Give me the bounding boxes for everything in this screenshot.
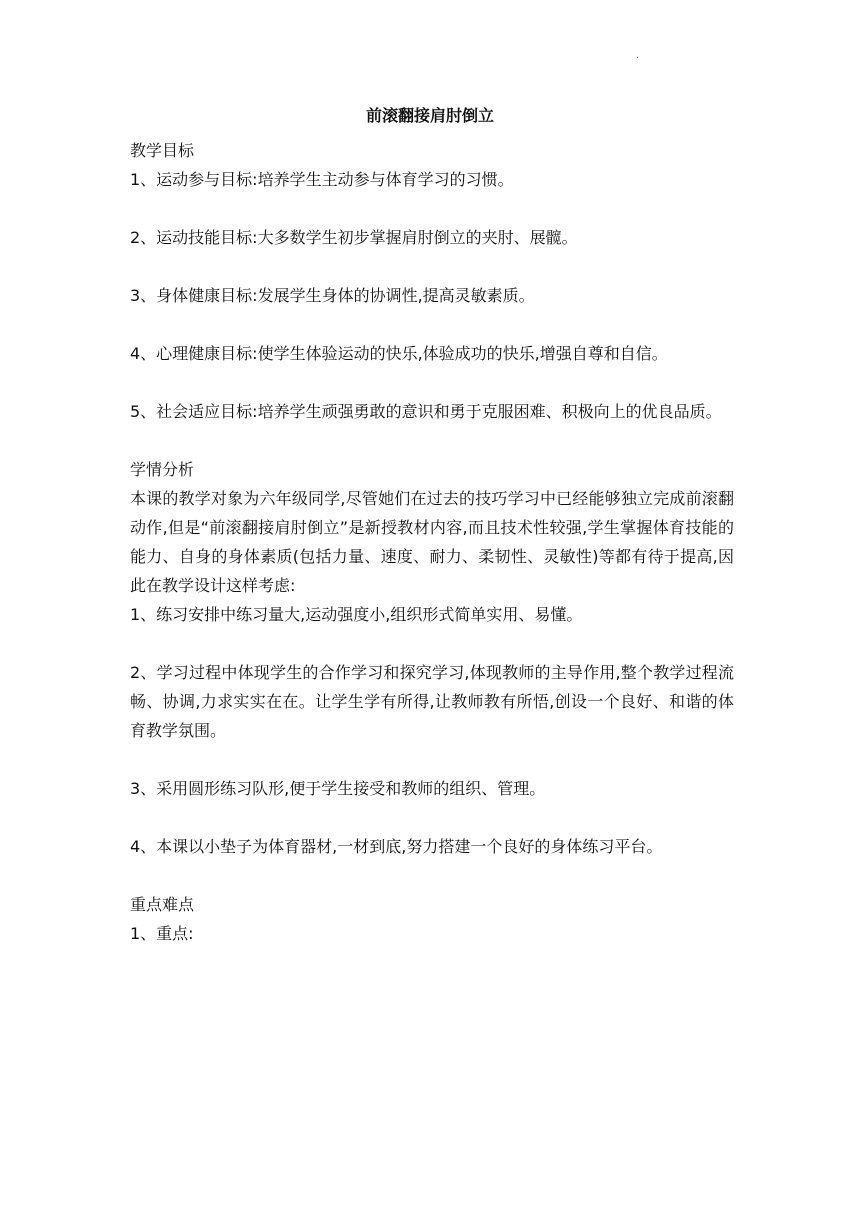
paragraph-spacer xyxy=(130,803,734,832)
goal-item-3: 3、身体健康目标:发展学生身体的协调性,提高灵敏素质。 xyxy=(130,286,535,305)
goal-item-4: 4、心理健康目标:使学生体验运动的快乐,体验成功的快乐,增强自尊和自信。 xyxy=(130,344,668,363)
section-heading-goals: 教学目标 xyxy=(130,141,195,160)
section-heading-key-points: 重点难点 xyxy=(130,895,195,914)
document-body xyxy=(130,136,734,948)
goal-item-2: 2、运动技能目标:大多数学生初步掌握肩肘倒立的夹肘、展髋。 xyxy=(130,228,578,247)
analysis-item-2: 2、学习过程中体现学生的合作学习和探究学习,体现教师的主导作用,整个教学过程流畅、协调,力求实实在在。让学生学有所得,让教师教有所悟,创设一个良好、和谐的体育教学氛围。 xyxy=(130,663,734,740)
paragraph-spacer xyxy=(130,861,734,890)
analysis-item-3: 3、采用圆形练习队形,便于学生接受和教师的组织、管理。 xyxy=(130,779,546,798)
section-heading-analysis: 学情分析 xyxy=(130,460,195,479)
analysis-intro: 本课的教学对象为六年级同学,尽管她们在过去的技巧学习中已经能够独立完成前滚翻动作,但是“前滚翻接肩肘倒立”是新授教材内容,而且技术性较强,学生掌握体育技能的能力、自身的身体素质(包括力量、速度、耐力、柔韧性、灵敏性)等都有待于提高,因此在教学设计这样考虑: xyxy=(130,489,734,595)
goal-item-5: 5、社会适应目标:培养学生顽强勇敢的意识和勇于克服困难、积极向上的优良品质。 xyxy=(130,402,722,421)
paragraph-spacer xyxy=(130,629,734,658)
analysis-item-1: 1、练习安排中练习量大,运动强度小,组织形式简单实用、易懂。 xyxy=(130,605,583,624)
paragraph-spacer xyxy=(130,745,734,774)
analysis-item-4: 4、本课以小垫子为体育器材,一材到底,努力搭建一个良好的身体练习平台。 xyxy=(130,837,663,856)
key-point-item-1: 1、重点: xyxy=(130,924,194,943)
goal-item-1: 1、运动参与目标:培养学生主动参与体育学习的习惯。 xyxy=(130,170,514,189)
document-title: 前滚翻接肩肘倒立 xyxy=(365,106,494,125)
header-mark: · xyxy=(636,53,640,64)
paragraph-spacer xyxy=(130,426,734,455)
paragraph-spacer xyxy=(130,368,734,397)
paragraph-spacer xyxy=(130,194,734,223)
paragraph-spacer xyxy=(130,310,734,339)
paragraph-spacer xyxy=(130,252,734,281)
